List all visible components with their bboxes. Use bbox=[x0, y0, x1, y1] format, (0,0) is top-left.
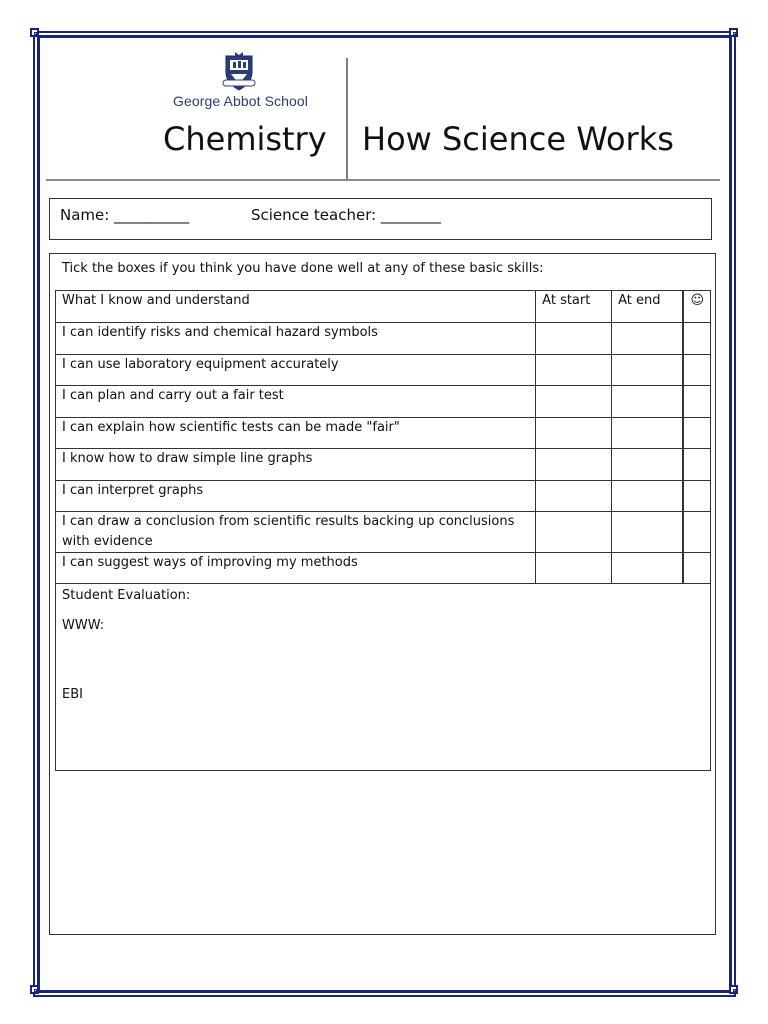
corner-ornament bbox=[729, 28, 738, 37]
at-start-checkbox[interactable] bbox=[536, 418, 612, 449]
smiley-checkbox[interactable] bbox=[683, 418, 710, 449]
smiley-icon: ☺ bbox=[683, 291, 710, 323]
smiley-checkbox[interactable] bbox=[683, 386, 710, 418]
smiley-checkbox[interactable] bbox=[683, 355, 710, 386]
skill-text: I can explain how scientific tests can be made "fair" bbox=[56, 418, 536, 449]
table-row bbox=[56, 553, 711, 584]
at-end-checkbox[interactable] bbox=[612, 355, 684, 386]
at-end-checkbox[interactable] bbox=[612, 386, 684, 418]
header-divider-horizontal bbox=[46, 179, 720, 181]
at-end-checkbox[interactable] bbox=[612, 449, 684, 481]
header-what-i-know: What I know and understand bbox=[56, 291, 536, 323]
table-row bbox=[56, 355, 711, 386]
smiley-checkbox[interactable] bbox=[683, 512, 710, 553]
evaluation-title: Student Evaluation: bbox=[62, 588, 191, 603]
at-end-checkbox[interactable] bbox=[612, 553, 684, 584]
table-row bbox=[56, 418, 711, 449]
corner-ornament bbox=[30, 985, 39, 994]
header-divider-vertical bbox=[346, 58, 348, 180]
smiley-checkbox[interactable] bbox=[683, 323, 710, 355]
skill-text: I know how to draw simple line graphs bbox=[56, 449, 536, 481]
table-row bbox=[56, 512, 711, 553]
table-row bbox=[56, 386, 711, 418]
topic-title: How Science Works bbox=[362, 120, 674, 158]
ebi-label: EBI bbox=[62, 687, 83, 702]
header-at-start: At start bbox=[536, 291, 612, 323]
skill-text: I can draw a conclusion from scientific results backing up conclusions with evidence bbox=[56, 512, 536, 553]
name-field[interactable]: Name: __________ bbox=[60, 206, 190, 224]
at-end-checkbox[interactable] bbox=[612, 481, 684, 512]
science-teacher-field[interactable]: Science teacher: ________ bbox=[251, 206, 441, 224]
at-end-checkbox[interactable] bbox=[612, 512, 684, 553]
corner-ornament bbox=[729, 985, 738, 994]
at-start-checkbox[interactable] bbox=[536, 355, 612, 386]
table-row bbox=[56, 449, 711, 481]
smiley-checkbox[interactable] bbox=[683, 481, 710, 512]
at-start-checkbox[interactable] bbox=[536, 323, 612, 355]
smiley-checkbox[interactable] bbox=[683, 553, 710, 584]
table-header-row bbox=[56, 291, 711, 323]
www-label: WWW: bbox=[62, 618, 105, 633]
skill-text: I can suggest ways of improving my methods bbox=[56, 553, 536, 584]
school-name: George Abbot School bbox=[173, 93, 308, 109]
school-crest-icon bbox=[222, 52, 256, 92]
subject-title: Chemistry bbox=[163, 120, 327, 158]
skill-text: I can use laboratory equipment accurately bbox=[56, 355, 536, 386]
at-start-checkbox[interactable] bbox=[536, 386, 612, 418]
evaluation-row bbox=[56, 584, 711, 771]
corner-ornament bbox=[30, 28, 39, 37]
skill-text: I can identify risks and chemical hazard symbols bbox=[56, 323, 536, 355]
instruction-text: Tick the boxes if you think you have done well at any of these basic skills: bbox=[62, 261, 544, 276]
smiley-checkbox[interactable] bbox=[683, 449, 710, 481]
student-evaluation-area[interactable] bbox=[56, 584, 711, 771]
skill-text: I can interpret graphs bbox=[56, 481, 536, 512]
at-end-checkbox[interactable] bbox=[612, 323, 684, 355]
at-start-checkbox[interactable] bbox=[536, 481, 612, 512]
table-row bbox=[56, 323, 711, 355]
skills-table bbox=[55, 290, 711, 771]
at-start-checkbox[interactable] bbox=[536, 449, 612, 481]
header-at-end: At end bbox=[612, 291, 684, 323]
at-start-checkbox[interactable] bbox=[536, 512, 612, 553]
at-end-checkbox[interactable] bbox=[612, 418, 684, 449]
skill-text: I can plan and carry out a fair test bbox=[56, 386, 536, 418]
at-start-checkbox[interactable] bbox=[536, 553, 612, 584]
table-row bbox=[56, 481, 711, 512]
